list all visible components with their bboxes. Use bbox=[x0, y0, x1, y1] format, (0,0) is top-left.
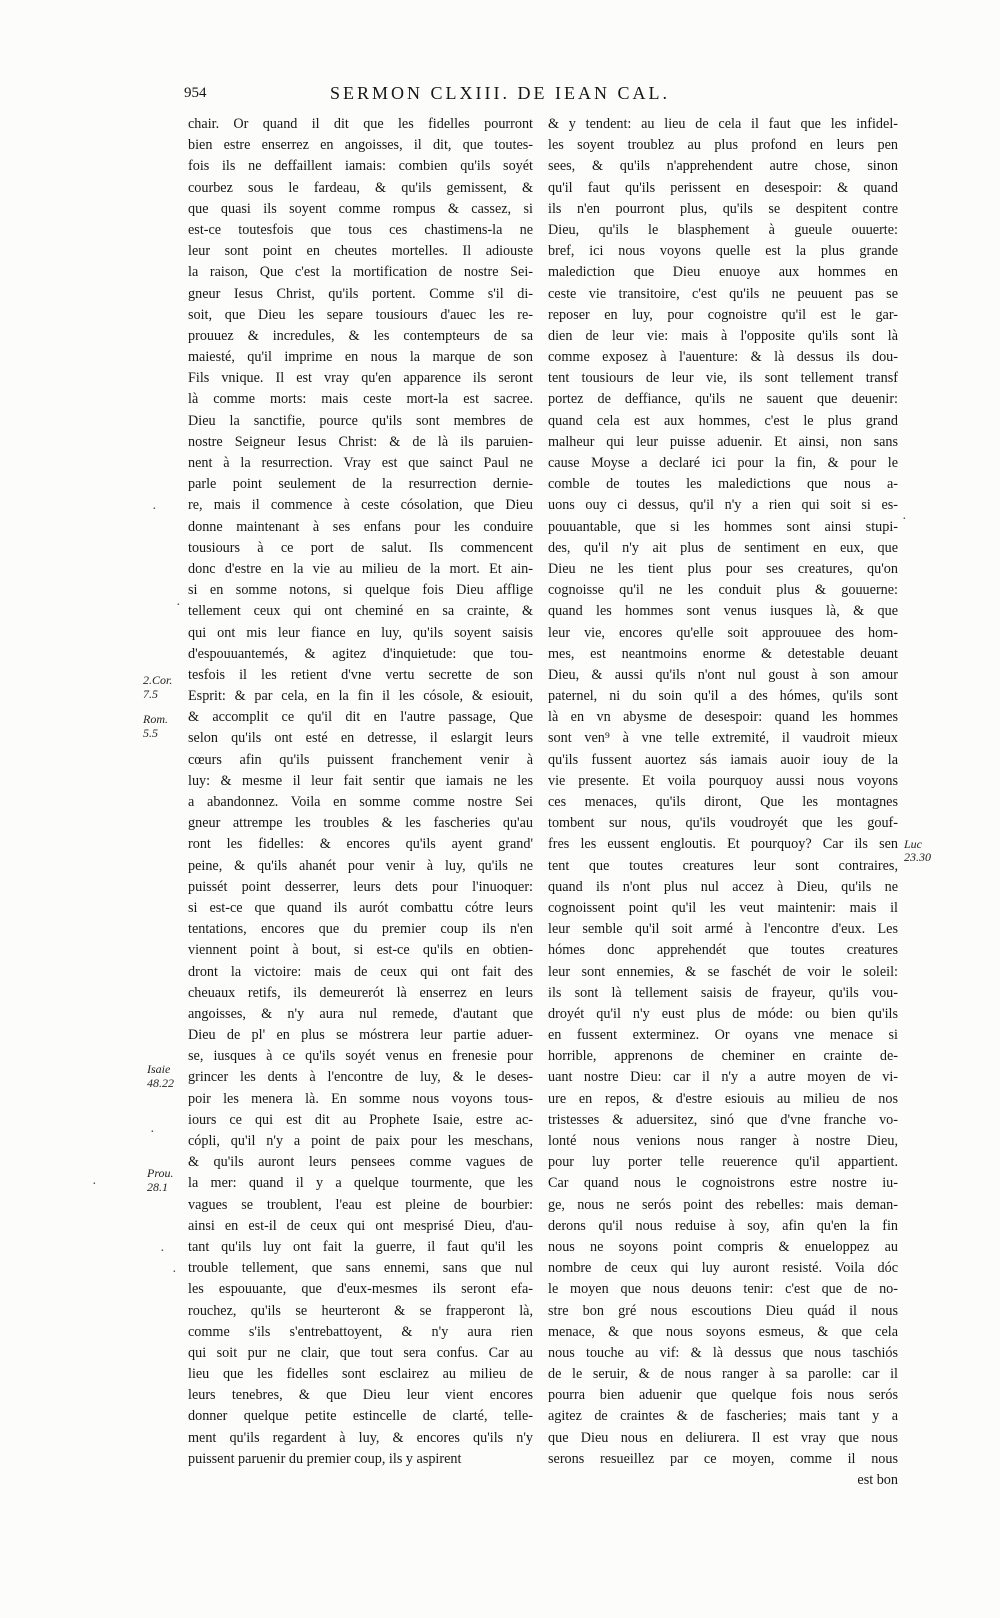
text-line: nous ne soyons point compris & enueloppez au bbox=[548, 1238, 898, 1255]
text-line: tristesses & aduersitez, sinó que d'vne franche vo- bbox=[548, 1111, 898, 1128]
text-line: selon qu'ils ont esté en detresse, il eslargit leurs bbox=[188, 730, 533, 747]
margin-note-line: Prou. bbox=[147, 1166, 174, 1180]
text-line: tent que toutes creatures leur sont contraires, bbox=[548, 857, 898, 874]
text-line: dront la victoire: mais de ceux qui ont fait des bbox=[188, 963, 533, 980]
margin-note-rom bbox=[143, 712, 168, 740]
text-line: ment qu'ils regardent à luy, & encores qu'ils n'y bbox=[188, 1429, 533, 1446]
text-line: ront les fidelles: & encores qu'ils ayent grand' bbox=[188, 836, 533, 853]
text-line: ure en repos, & d'estre esiouis au milieu de nos bbox=[548, 1090, 898, 1107]
text-line: vie presente. Et voila pourquoy aussi nous voyons bbox=[548, 772, 898, 789]
text-line: si en somme notons, si quelque fois Dieu afflige bbox=[188, 582, 533, 599]
text-line: là comme morts: mais ceste mort-la est sacree. bbox=[188, 391, 533, 408]
margin-note-line: Isaie bbox=[147, 1062, 171, 1076]
text-line: tombent sur nous, qu'ils voudroyét que les gouf- bbox=[548, 815, 898, 832]
text-line: peine, & qu'ils ahanét pour venir à luy, qu'ils ne bbox=[188, 857, 533, 874]
text-line: & accomplit ce qu'il dit en l'autre passage, Que bbox=[188, 709, 533, 726]
text-line: hómes donc apprehendét que toutes creatures bbox=[548, 942, 898, 959]
text-line: puissent paruenir du premier coup, ils y aspirent bbox=[188, 1450, 462, 1467]
text-line: lonté nous venions nous ranger à nostre Dieu, bbox=[548, 1133, 898, 1149]
text-line: trouble tellement, que sans ennemi, sans que nul bbox=[188, 1260, 533, 1277]
text-line: tousiours à ce port de salut. Ils commencent bbox=[188, 539, 533, 556]
page-number: 954 bbox=[184, 85, 207, 101]
text-line: nombre de ceux qui luy auront resisté. Voila dóc bbox=[548, 1260, 898, 1277]
margin-mark: · bbox=[92, 1177, 97, 1192]
margin-note-cor bbox=[143, 673, 172, 701]
text-line: iours ce qui est dit au Prophete Isaie, estre ac- bbox=[188, 1111, 533, 1128]
text-line: pour luy porter telle reuerence qu'il appartient. bbox=[548, 1154, 898, 1171]
text-line: parle point seulement de la resurrection dernie- bbox=[188, 476, 533, 493]
margin-mark: · bbox=[160, 1244, 165, 1259]
text-line: leur vie, encores qu'elle soit approuuee des hom- bbox=[548, 624, 898, 641]
text-line: rouchez, qu'ils se heurteront & se frapperont là, bbox=[188, 1302, 533, 1319]
text-line: horrible, apprenons de cheminer en crainte de- bbox=[548, 1048, 898, 1065]
text-line: Car quand nous le cognoistrons estre nostre iu- bbox=[548, 1175, 898, 1192]
text-line: tentations, encores que du premier coup ils n'en bbox=[188, 921, 533, 938]
text-line: cognoissent point qu'il les veut maintenir: mais il bbox=[548, 899, 898, 916]
text-line: ils n'en pourront plus, qu'ils se despitent contre bbox=[548, 200, 898, 217]
text-line: Dieu ne les tient plus pour ses creatures, qu'on bbox=[548, 560, 898, 577]
text-line: Dieu la sanctifie, pource qu'ils sont membres de bbox=[188, 412, 533, 429]
text-line: menace, & que nous soyons esmeus, & que cela bbox=[548, 1323, 898, 1340]
text-line: ceste vie transitoire, c'est qu'ils ne peuuent pas se bbox=[548, 285, 898, 302]
text-line: lieu que les fidelles sont esclairez au milieu de bbox=[188, 1366, 533, 1383]
text-line: tellement ceux qui ont cheminé en sa crainte, & bbox=[188, 603, 533, 620]
text-line: leur sont point en cheutes mortelles. Il adiouste bbox=[188, 243, 533, 260]
text-line: Fils vnique. Il est vray qu'en apparence ils seront bbox=[188, 370, 533, 387]
text-line: ces menaces, qu'ils diront, Que les montagnes bbox=[548, 794, 898, 810]
text-line: que Dieu nous en deliurera. Il est vray que nous bbox=[548, 1429, 898, 1446]
text-line: donner quelque petite estincelle de clarté, telle- bbox=[188, 1408, 533, 1425]
text-line: les espouuante, que d'eux-mesmes ils seront efa- bbox=[188, 1281, 533, 1298]
text-line: si est-ce que quand ils aurót combattu cótre leurs bbox=[188, 899, 533, 916]
margin-note-line: 2.Cor. bbox=[143, 673, 173, 687]
text-line: des, qu'il n'y ait plus de sentiment en eux, que bbox=[548, 539, 898, 556]
margin-note-line: 7.5 bbox=[143, 687, 158, 701]
text-line: gneur attrempe les troubles & les fascheries qu'au bbox=[188, 815, 533, 832]
text-line: que quasi ils soyent comme rompus & cassez, si bbox=[188, 200, 533, 217]
margin-note-line: 48.22 bbox=[147, 1076, 174, 1090]
text-line: qu'il faut qu'ils perissent en desespoir: & quand bbox=[548, 179, 898, 196]
text-line: là en vn abysme de desespoir: quand les hommes bbox=[548, 709, 898, 726]
text-line: de le seruir, & de nous ranger à sa parolle: car il bbox=[548, 1366, 898, 1383]
text-line: leur sont ennemies, & se faschét de voir le soleil: bbox=[548, 963, 898, 980]
margin-note-line: 5.5 bbox=[143, 726, 158, 740]
text-line: soit, que Dieu les separe tousiours d'auec les re- bbox=[188, 306, 533, 323]
text-line: puissét point desserrer, leurs dets pour l'inuoquer: bbox=[188, 878, 533, 895]
text-line: Dieu, & aussi qu'ils n'ont nul goust à son amour bbox=[548, 666, 898, 683]
text-line: tesfois il les retient d'vne vertu secrette de son bbox=[188, 666, 533, 683]
right-text-column bbox=[548, 114, 898, 1488]
text-line: qui ont mis leur fiance en luy, qu'ils soyent saisis bbox=[188, 624, 533, 641]
text-line: comme exposez à l'auenture: & là dessus ils dou- bbox=[548, 349, 898, 366]
text-line: pourra bien aduenir que quelque fois nous serós bbox=[548, 1387, 898, 1404]
text-line: donne maintenant à ses enfans pour les conduire bbox=[188, 518, 533, 535]
margin-mark: · bbox=[150, 1125, 155, 1140]
text-line: angoisses, & n'y aura nul remede, d'autant que bbox=[188, 1005, 533, 1022]
text-line: prouuez & incredules, & les contempteurs de sa bbox=[188, 327, 533, 344]
text-line: derons qu'il nous reduise à soy, afin qu'en la fin bbox=[548, 1217, 898, 1234]
text-line: agitez de craintes & de fascheries; mais tant y a bbox=[548, 1408, 898, 1425]
text-line: viennent point à bout, si est-ce qu'ils en obtien- bbox=[188, 942, 533, 959]
text-line: sees, & qu'ils n'apprehendent autre chose, sinon bbox=[548, 158, 898, 175]
margin-mark: · bbox=[176, 598, 181, 613]
text-line: cognoisse qu'il ne les conduit plus & gouuerne: bbox=[548, 582, 898, 599]
left-text-column bbox=[188, 114, 533, 1467]
text-line: comble de toutes les maledictions que nous a- bbox=[548, 476, 898, 493]
text-line: a abandonnez. Voila en somme comme nostre Sei bbox=[188, 794, 533, 810]
margin-mark: · bbox=[902, 512, 907, 527]
text-line: tent tousiours de leur vie, ils sont tellement transf bbox=[548, 370, 898, 387]
margin-note-line: Rom. bbox=[143, 712, 168, 726]
running-title: SERMON CLXIII. DE IEAN CAL. bbox=[330, 83, 670, 103]
text-line: portez de deffiance, qu'ils ne sauent que deuenir: bbox=[548, 391, 898, 408]
text-line: sont ven⁹ à vne telle extremité, il vaudroit mieux bbox=[548, 730, 898, 747]
text-line: reposer en luy, pour cognoistre qu'il est le gar- bbox=[548, 306, 898, 323]
text-line: leur semble qu'il soit armé à l'encontre d'eux. Les bbox=[548, 921, 898, 938]
text-line: le moyen que nous deuons tenir: c'est que de no- bbox=[548, 1281, 898, 1298]
text-line: cópli, qu'il n'y a point de paix pour les meschans, bbox=[188, 1133, 533, 1149]
margin-note-line: 23.30 bbox=[904, 850, 931, 864]
margin-note-line: Luc bbox=[904, 837, 922, 851]
text-line: courbez sous le fardeau, & qu'ils gemissent, & bbox=[188, 179, 533, 196]
text-line: grincer les dents à l'encontre de luy, & le deses- bbox=[188, 1069, 533, 1086]
text-line: chair. Or quand il dit que les fidelles pourront bbox=[188, 116, 533, 132]
text-line: paternel, ni du soin qu'il a des hómes, qu'ils sont bbox=[548, 688, 898, 705]
text-line: uant nostre Dieu: car il n'y a autre moyen de vi- bbox=[548, 1069, 898, 1086]
text-line: bref, ici nous voyons quelle est la plus grande bbox=[548, 243, 898, 260]
text-line: comme s'ils s'entrebattoyent, & n'y aura rien bbox=[188, 1323, 533, 1340]
margin-note-isaie bbox=[147, 1062, 174, 1090]
text-line: cheuaux retifs, ils demeurerót là enserrez en leurs bbox=[188, 984, 533, 1001]
text-line: pouuantable, que si les hommes sont ainsi stupi- bbox=[548, 518, 898, 535]
text-line: Dieu, qu'ils le blasphement à gueule ouuerte: bbox=[548, 221, 898, 238]
margin-note-prou bbox=[147, 1166, 174, 1194]
text-line: re, mais il commence à ceste cósolation, que Dieu bbox=[188, 497, 533, 514]
text-line: se, iusques à ce qu'ils soyét venus en frenesie pour bbox=[188, 1048, 533, 1065]
text-line: fres les eussent engloutis. Et pourquoy? Car ils sen bbox=[548, 836, 898, 853]
margin-mark: · bbox=[172, 1265, 177, 1280]
text-line: cœurs afin qu'ils puissent franchement venir à bbox=[188, 751, 533, 768]
text-line: quand les hommes sont venus iusques là, & que bbox=[548, 603, 898, 620]
text-line: gneur Iesus Christ, qu'ils portent. Comme s'il di- bbox=[188, 285, 533, 302]
text-line: cause Moyse a declaré ici pour la fin, & pour le bbox=[548, 455, 898, 471]
text-line: d'espouuantemés, & agitez d'inquietude: que tou- bbox=[188, 645, 533, 662]
text-line: nostre Seigneur Iesus Christ: & de là ils paruien- bbox=[188, 433, 533, 450]
text-line: ils sont là tellement saisis de frayeur, qu'ils vou- bbox=[548, 984, 898, 1001]
margin-mark: · bbox=[152, 502, 157, 517]
text-line: est bon bbox=[857, 1472, 898, 1488]
text-line: nous touche au vif: & là dessus que nous taschiós bbox=[548, 1344, 898, 1361]
text-line: tant qu'ils luy ont fait la guerre, il faut qu'il les bbox=[188, 1238, 533, 1255]
text-line: mes, est neantmoins enorme & detestable deuant bbox=[548, 645, 898, 662]
text-line: qui soit pur ne clair, que tout sera confus. Car au bbox=[188, 1344, 533, 1361]
text-line: serons resueillez par ce moyen, comme il nous bbox=[548, 1450, 898, 1467]
text-line: uons ouy ci dessus, qu'il n'y a rien qui soit si es- bbox=[548, 497, 898, 514]
text-line: en fussent exterminez. Or oyans vne menace si bbox=[548, 1027, 898, 1044]
text-line: leurs tenebres, & que Dieu leur vient encores bbox=[188, 1387, 533, 1404]
text-line: fois ils ne deffaillent iamais: combien qu'ils soyét bbox=[188, 158, 533, 175]
text-line: malheur qui leur puisse aduenir. Et ainsi, non sans bbox=[548, 433, 898, 450]
text-line: est-ce toutesfois que tous ces chastimens-la ne bbox=[188, 221, 533, 238]
margin-note-line: 28.1 bbox=[147, 1180, 168, 1194]
text-line: droyét qu'il n'y eust plus de móde: ou bien qu'ils bbox=[548, 1005, 898, 1022]
margin-note-luc bbox=[904, 838, 931, 864]
text-line: quand ils n'ont plus nul accez à Dieu, qu'ils ne bbox=[548, 878, 898, 895]
text-line: Dieu de pl' en plus se móstrera leur partie aduer- bbox=[188, 1027, 533, 1044]
text-line: bien estre enserrez en angoisses, il dit, que toutes- bbox=[188, 137, 533, 154]
text-line: & y tendent: au lieu de cela il faut que les infidel- bbox=[548, 116, 898, 132]
text-line: ge, nous ne serós point des rebelles: mais deman- bbox=[548, 1196, 898, 1213]
text-line: donc d'estre en la vie au milieu de la mort. Et ain- bbox=[188, 560, 533, 577]
text-line: dien de leur vie: mais à l'opposite qu'ils sont là bbox=[548, 327, 898, 344]
text-line: Esprit: & par cela, en la fin il les cósole, & esiouit, bbox=[188, 688, 533, 705]
text-line: quand cela est aux hommes, c'est le plus grand bbox=[548, 412, 898, 429]
running-header bbox=[184, 80, 884, 106]
text-line: nent à la resurrection. Vray est que sainct Paul ne bbox=[188, 455, 533, 471]
text-line: les soyent troublez au plus profond en leurs pen bbox=[548, 137, 898, 154]
text-line: la mer: quand il y a quelque tourmente, que les bbox=[188, 1175, 533, 1192]
text-line: vagues se troublent, l'eau est pleine de bourbier: bbox=[188, 1196, 533, 1213]
text-line: stre bon gré nous escoutions Dieu quád il nous bbox=[548, 1302, 898, 1319]
text-line: & qu'ils auront leurs pensees comme vagues de bbox=[188, 1154, 533, 1171]
text-line: la raison, Que c'est la mortification de nostre Sei- bbox=[188, 264, 533, 281]
text-line: malediction que Dieu enuoye aux hommes en bbox=[548, 264, 898, 281]
text-line: maiesté, qu'il imprime en nous la marque de son bbox=[188, 349, 533, 366]
text-line: ainsi en est-il de ceux qui ont mesprisé Dieu, d'au- bbox=[188, 1217, 533, 1234]
text-line: qu'ils fussent auortez sás iamais auoir iouy de la bbox=[548, 751, 898, 768]
text-line: luy: & mesme il leur fait sentir que iamais ne les bbox=[188, 772, 533, 789]
text-line: poir les menera là. En somme nous voyons tous- bbox=[188, 1090, 533, 1107]
